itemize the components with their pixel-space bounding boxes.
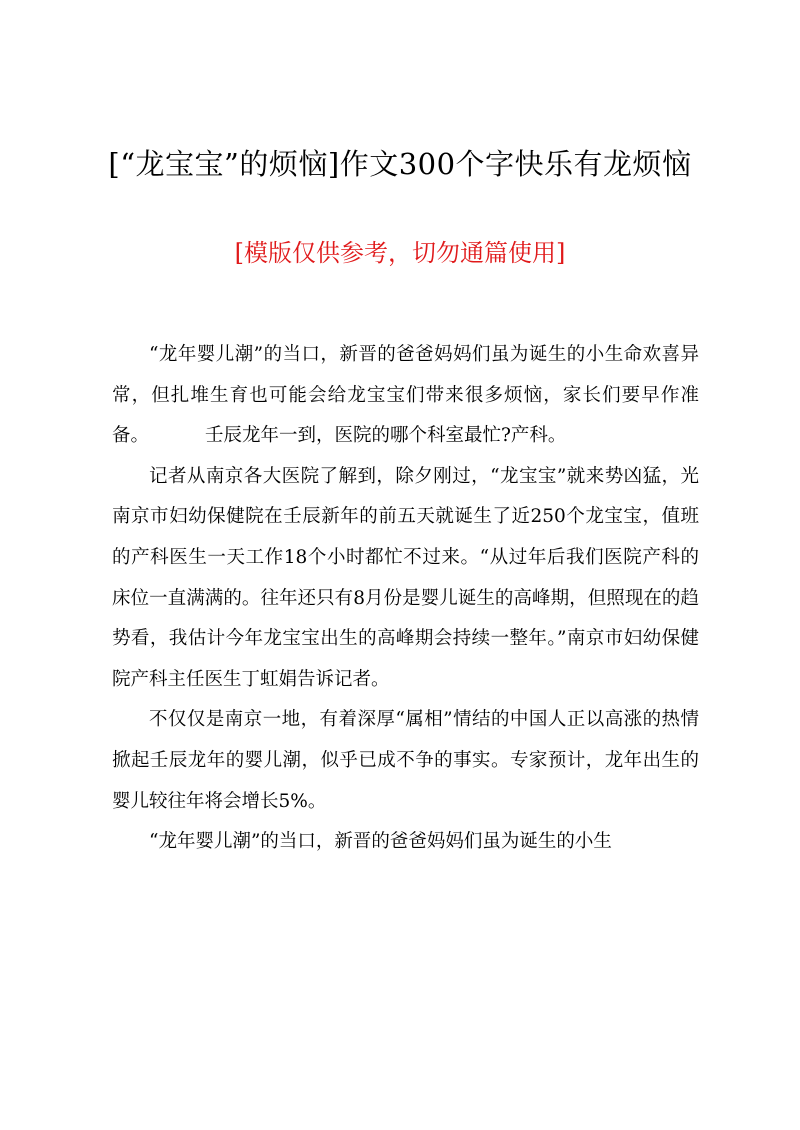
paragraph-1-sentence-1: “龙年婴儿潮”的当口，新晋的爸爸妈妈们虽为诞生的小生命欢喜异常，但扎堆生育也可能会给龙宝宝们带来很多烦恼，家长们要早作准备。 bbox=[112, 344, 699, 447]
paragraph-2: 记者从南京各大医院了解到，除夕刚过，“龙宝宝”就来势凶猛，光南京市妇幼保健院在壬辰新年的前五天就诞生了近250个龙宝宝，值班的产科医生一天工作18个小时都忙不过来。“从过年后我们医院产科的床位一直满满的。往年还只有8月份是婴儿诞生的高峰期，但照现在的趋势看，我估计今年龙宝宝出生的高峰期会持续一整年。”南京市妇幼保健院产科主任医生丁虹娟告诉记者。 bbox=[112, 465, 699, 690]
paragraph-4: “龙年婴儿潮”的当口，新晋的爸爸妈妈们虽为诞生的小生 bbox=[149, 831, 612, 853]
paragraph-1-sentence-2: 壬辰龙年一到，医院的哪个科室最忙?产科。 bbox=[205, 425, 567, 447]
document-title: [“龙宝宝”的烦恼]作文300个字快乐有龙烦恼 bbox=[108, 147, 692, 181]
paragraph-3: 不仅仅是南京一地，有着深厚“属相”情结的中国人正以高涨的热情掀起壬辰龙年的婴儿潮，似乎已成不争的事实。专家预计，龙年出生的婴儿较往年将会增长5%。 bbox=[112, 709, 699, 812]
template-notice: [模版仅供参考，切勿通篇使用] bbox=[234, 239, 566, 267]
paragraph-1 bbox=[112, 335, 699, 457]
document-body bbox=[112, 335, 699, 863]
